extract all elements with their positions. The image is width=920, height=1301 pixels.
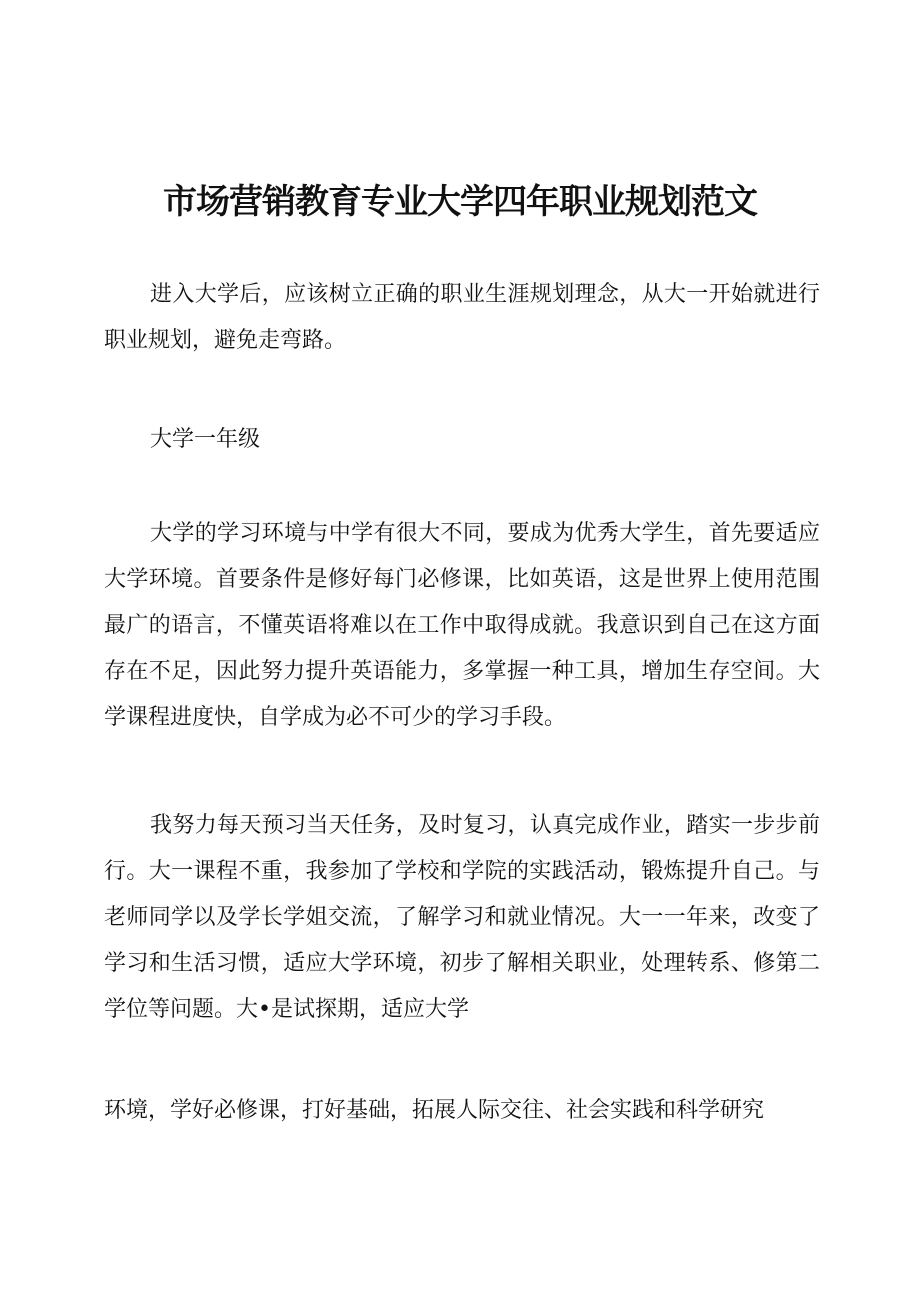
paragraph-learning-environment: 大学的学习环境与中学有很大不同，要成为优秀大学生，首先要适应大学环境。首要条件是修好每门必修课，比如英语，这是世界上使用范围最广的语言，不懂英语将难以在工作中取得成就。我意识到自己在这方面存在不足，因此努力提升英语能力，多掌握一种工具，增加生存空间。大学课程进度快，自学成为必不可少的学习手段。 bbox=[104, 521, 820, 730]
section-heading-year-one: 大学一年级 bbox=[150, 427, 261, 452]
paragraph-intro: 进入大学后，应该树立正确的职业生涯规划理念，从大一开始就进行职业规划，避免走弯路。 bbox=[104, 282, 820, 353]
paragraph-continuation: 环境，学好必修课，打好基础，拓展人际交往、社会实践和科学研究 bbox=[104, 1098, 765, 1123]
document-title: 市场营销教育专业大学四年职业规划范文 bbox=[163, 182, 757, 222]
paragraph-daily-study: 我努力每天预习当天任务，及时复习，认真完成作业，踏实一步步前行。大一课程不重，我参加了学校和学院的实践活动，锻炼提升自己。与老师同学以及学长学姐交流，了解学习和就业情况。大一一年来，改变了学习和生活习惯，适应大学环境，初步了解相关职业，处理转系、修第二学位等问题。大•是试探期，适应大学 bbox=[104, 813, 820, 1022]
